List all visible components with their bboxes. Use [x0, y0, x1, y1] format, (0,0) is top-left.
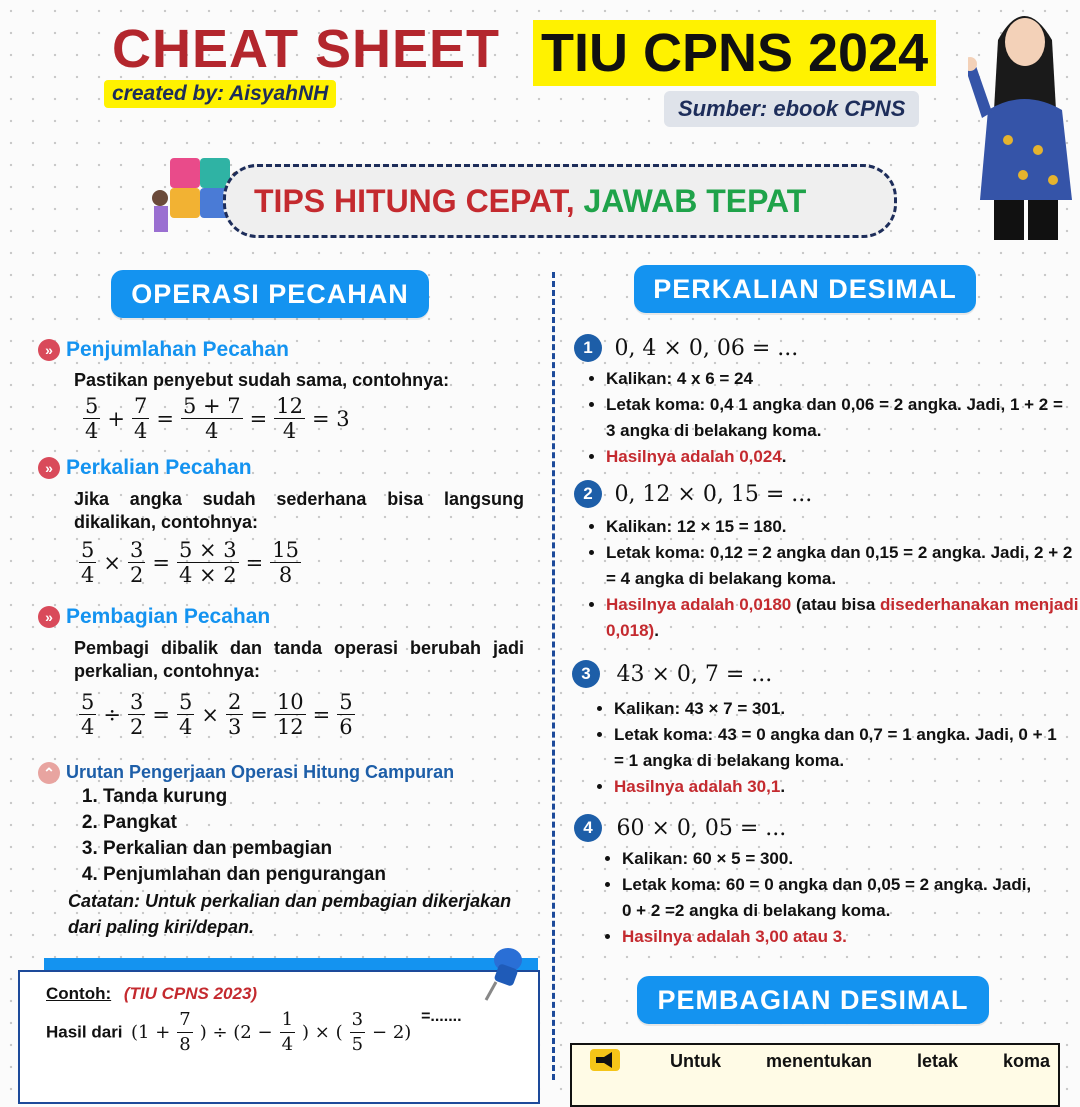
creator-badge: created by: AisyahNH [104, 80, 336, 108]
item-2-question: 2 0, 12 × 0, 15 = ... [574, 480, 812, 508]
list-item: 2. Pangkat [103, 810, 386, 836]
formula-perkalian: $\frac{5}{4}$ × $\frac{3}{2}$ = $\frac{5 \times 3}{4 \times 2}$ = $\frac{15}{8}$ [81, 538, 299, 587]
section-title-pembagian-desimal: PEMBAGIAN DESIMAL [637, 976, 989, 1024]
section-title-perkalian-desimal: PERKALIAN DESIMAL [634, 265, 976, 313]
list-item: • Hasilnya adalah 0,024. [606, 444, 1068, 470]
item-4-question: 4 60 × 0, 05 = ... [574, 814, 786, 842]
double-chevron-icon: » [38, 339, 60, 361]
tips-banner [223, 164, 897, 238]
heading-pembagian: » Pembagian Pecahan [38, 605, 270, 629]
teacher-illustration [968, 0, 1080, 240]
pushpin-icon [482, 944, 526, 1002]
number-badge: 4 [574, 814, 602, 842]
list-item: 4. Penjumlahan dan pengurangan [103, 862, 386, 888]
item-1-points [586, 366, 1068, 470]
item-3-question: 3 43 × 0, 7 = ... [572, 660, 772, 688]
megaphone-icon [590, 1049, 620, 1071]
list-item: • Letak koma: 60 = 0 angka dan 0,05 = 2 angka. Jadi, 0 + 2 =2 angka di belakang koma. [622, 872, 1042, 924]
list-item: • Kalikan: 60 × 5 = 300. [622, 846, 1042, 872]
example-question: Hasil dari (1 + $\frac{7}{8}$ ) ÷ (2 − $\frac{1}{4}$ ) × ( $\frac{3}{5}$ − 2) =....... [46, 1008, 462, 1055]
title-cheat-sheet: CHEAT SHEET [112, 19, 501, 79]
heading-perkalian: » Perkalian Pecahan [38, 456, 252, 480]
example-label: Contoh: [46, 984, 112, 1003]
column-divider [552, 272, 555, 1080]
item-4-points [602, 846, 1042, 950]
title-tiu-cpns: TIU CPNS 2024 [533, 20, 936, 86]
item-3-points [594, 696, 1058, 800]
help-box [570, 1043, 1060, 1107]
banner-part2: JAWAB TEPAT [583, 183, 807, 219]
list-item: • Hasilnya adalah 0,0180 (atau bisa disederhanakan menjadi 0,018). [606, 592, 1080, 644]
order-note: Catatan: Untuk perkalian dan pembagian dikerjakan dari paling kiri/depan. [68, 891, 512, 937]
list-item: • Letak koma: 0,12 = 2 angka dan 0,15 = 2 angka. Jadi, 2 + 2 = 4 angka di belakang koma. [606, 540, 1080, 592]
section-title-operasi-pecahan: OPERASI PECAHAN [111, 270, 429, 318]
text-perkalian: Jika angka sudah sederhana bisa langsung dikalikan, contohnya: [74, 489, 524, 532]
source-badge: Sumber: ebook CPNS [664, 91, 919, 127]
text-pembagian: Pembagi dibalik dan tanda operasi berubah jadi perkalian, contohnya: [74, 638, 524, 681]
list-item: 3. Perkalian dan pembagian [103, 836, 386, 862]
double-chevron-icon: » [38, 606, 60, 628]
number-badge: 3 [572, 660, 600, 688]
formula-penjumlahan: $\frac{5}{4}$ + $\frac{7}{4}$ = $\frac{5 + 7}{4}$ = $\frac{12}{4}$ = 3 [85, 394, 350, 443]
list-item: • Kalikan: 4 x 6 = 24 [606, 366, 1068, 392]
list-item: 1. Tanda kurung [103, 784, 386, 810]
help-text: Untuk menentukan letak koma [670, 1051, 1050, 1071]
number-badge: 1 [574, 334, 602, 362]
list-item: • Kalikan: 43 × 7 = 301. [614, 696, 1058, 722]
list-item: • Hasilnya adalah 3,00 atau 3. [622, 924, 1042, 950]
double-chevron-icon: » [38, 457, 60, 479]
list-item: • Letak koma: 43 = 0 angka dan 0,7 = 1 angka. Jadi, 0 + 1 = 1 angka di belakang koma. [614, 722, 1058, 774]
list-item: • Letak koma: 0,4 1 angka dan 0,06 = 2 angka. Jadi, 1 + 2 = 3 angka di belakang koma. [606, 392, 1068, 444]
heading-urutan: ⌃ Urutan Pengerjaan Operasi Hitung Campuran [38, 762, 454, 784]
order-steps-list [75, 784, 386, 888]
list-item: • Hasilnya adalah 30,1. [614, 774, 1058, 800]
number-badge: 2 [574, 480, 602, 508]
heading-penjumlahan: » Penjumlahan Pecahan [38, 338, 289, 362]
item-2-points [586, 514, 1080, 644]
double-chevron-up-icon: ⌃ [38, 762, 60, 784]
formula-pembagian: $\frac{5}{4}$ ÷ $\frac{3}{2}$ = $\frac{5}{4}$ × $\frac{2}{3}$ = $\frac{10}{12}$ = $\frac{5}{6}$ [81, 690, 353, 739]
text-penjumlahan: Pastikan penyebut sudah sama, contohnya: [74, 370, 450, 390]
list-item: • Kalikan: 12 × 15 = 180. [606, 514, 1080, 540]
example-tag: (TIU CPNS 2023) [123, 984, 258, 1003]
example-box [18, 970, 540, 1104]
banner-part1: TIPS HITUNG CEPAT, [254, 183, 575, 219]
item-1-question: 1 0, 4 × 0, 06 = ... [574, 334, 798, 362]
